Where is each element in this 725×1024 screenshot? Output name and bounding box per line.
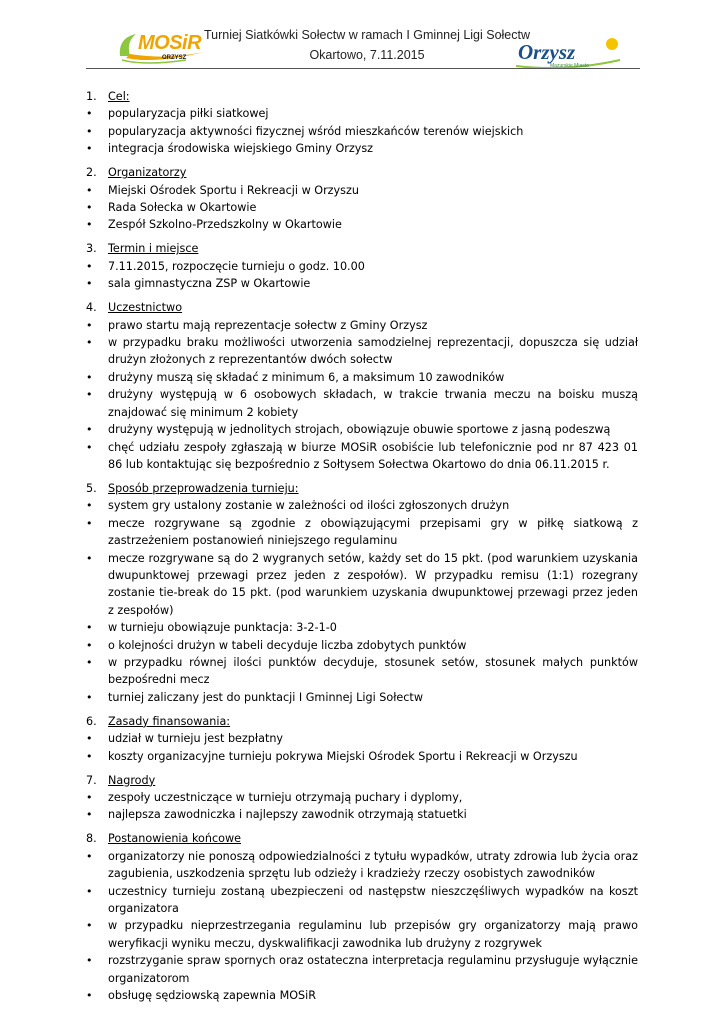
section-heading (86, 88, 638, 105)
bullet-list (86, 497, 638, 706)
list-item: • koszty organizacyjne turnieju pokrywa Miejski Ośrodek Sportu i Rekreacji w Orzyszu (86, 748, 638, 765)
section-heading (86, 480, 638, 497)
list-item: • mecze rozgrywane są zgodnie z obowiązującymi przepisami gry w piłkę siatkową z zastrzeżeniem postanowień niniejszego regulaminu (86, 515, 638, 550)
section-heading (86, 299, 638, 316)
list-item: • w turnieju obowiązuje punktacja: 3-2-1-0 (86, 619, 638, 636)
list-item: • drużyny muszą się składać z minimum 6, a maksimum 10 zawodników (86, 369, 638, 386)
list-item: • 7.11.2015, rozpoczęcie turnieju o godz. 10.00 (86, 258, 638, 275)
list-item: • sala gimnastyczna ZSP w Okartowie (86, 275, 638, 292)
section-heading (86, 164, 638, 181)
list-item: • obsługę sędziowską zapewnia MOSiR (86, 987, 638, 1004)
list-item: • o kolejności drużyn w tabeli decyduje liczba zdobytych punktów (86, 637, 638, 654)
document-body (86, 88, 638, 1011)
page-header (0, 0, 725, 72)
section-5 (86, 480, 638, 706)
list-item: • w przypadku nieprzestrzegania regulaminu lub przepisów gry organizatorzy mają prawo weryfikacji wyniku meczu, dyskwalifikacji zawodnika lub drużyny z rozgrywek (86, 917, 638, 952)
section-number: 5. (86, 481, 97, 495)
section-title: Sposób przeprowadzenia turnieju: (108, 481, 299, 495)
bullet-list (86, 730, 638, 765)
list-item: • drużyny występują w jednolitych strojach, obowiązuje obuwie sportowe z jasną podeszwą (86, 421, 638, 438)
orzysz-logo (516, 36, 622, 70)
section-2 (86, 164, 638, 234)
bullet-list (86, 848, 638, 1005)
section-7 (86, 772, 638, 824)
section-number: 1. (86, 90, 97, 103)
orzysz-logo-tagline: Mazurskie Miasto (550, 63, 589, 69)
section-1 (86, 88, 638, 158)
list-item: • drużyny występują w 6 osobowych składach, w trakcie trwania meczu na boisku muszą znajdować się minimum 2 kobiety (86, 386, 638, 421)
header-divider (86, 68, 640, 69)
list-item: • udział w turnieju jest bezpłatny (86, 730, 638, 747)
section-heading (86, 772, 638, 789)
document-date-place: Okartowo, 7.11.2015 (309, 48, 425, 62)
list-item: • system gry ustalony zostanie w zależności od ilości zgłoszonych drużyn (86, 497, 638, 514)
section-4 (86, 299, 638, 473)
section-number: 6. (86, 714, 97, 728)
section-8 (86, 830, 638, 1004)
mosir-logo-subtext: ORZYSZ (162, 55, 187, 61)
section-title: Zasady finansowania: (108, 714, 231, 728)
section-number: 3. (86, 242, 97, 256)
list-item: • uczestnicy turnieju zostaną ubezpieczeni od następstw nieszczęśliwych wypadków na koszt organizatora (86, 883, 638, 918)
orzysz-logo-text: Orzysz (518, 40, 576, 64)
section-title: Uczestnictwo (108, 301, 183, 315)
list-item: • mecze rozgrywane są do 2 wygranych setów, każdy set do 15 pkt. (pod warunkiem uzyskania dwupunktowej przewagi przez jeden z zespołów). W przypadku remisu (1:1) rozegrany zostanie tie-break do 15 pkt. (pod warunkiem uzyskania dwupunktowej przewagi przez jeden z zespołów) (86, 550, 638, 620)
list-item: • w przypadku braku możliwości utworzenia samodzielnej reprezentacji, dopuszcza się udział drużyn złożonych z reprezentantów dwóch sołectw (86, 334, 638, 369)
section-heading (86, 713, 638, 730)
list-item: • prawo startu mają reprezentacje sołectw z Gminy Orzysz (86, 317, 638, 334)
section-6 (86, 713, 638, 765)
section-number: 2. (86, 166, 97, 180)
section-title: Termin i miejsce (108, 242, 199, 256)
document-title: Turniej Siatkówki Sołectw w ramach I Gminnej Ligi Sołectw (203, 28, 531, 42)
section-heading (86, 830, 638, 847)
list-item: • chęć udziału zespoły zgłaszają w biurze MOSiR osobiście lub telefonicznie pod nr 87 423 01 86 lub kontaktując się bezpośrednio z Sołtysem Sołectwa Okartowo do dnia 06.11.2015 r. (86, 439, 638, 474)
list-item: • zespoły uczestniczące w turnieju otrzymają puchary i dyplomy, (86, 789, 638, 806)
section-number: 4. (86, 301, 97, 315)
section-number: 7. (86, 773, 97, 787)
list-item: • rozstrzyganie spraw spornych oraz ostateczna interpretacja regulaminu przysługuje wyłącznie organizatorom (86, 952, 638, 987)
bullet-list (86, 317, 638, 474)
list-item: • integracja środowiska wiejskiego Gminy Orzysz (86, 140, 638, 157)
list-item: • w przypadku równej ilości punktów decyduje, stosunek setów, stosunek małych punktów bezpośredni mecz (86, 654, 638, 689)
list-item: • popularyzacja piłki siatkowej (86, 105, 638, 122)
section-number: 8. (86, 832, 97, 846)
section-title: Cel: (108, 90, 130, 103)
bullet-list (86, 789, 638, 824)
list-item: • Rada Sołecka w Okartowie (86, 199, 638, 216)
list-item: • Miejski Ośrodek Sportu i Rekreacji w Orzyszu (86, 182, 638, 199)
list-item: • Zespół Szkolno-Przedszkolny w Okartowie (86, 216, 638, 233)
section-title: Organizatorzy (108, 166, 187, 180)
section-title: Nagrody (108, 773, 156, 787)
list-item: • organizatorzy nie ponoszą odpowiedzialności z tytułu wypadków, utraty zdrowia lub życia oraz zagubienia, uszkodzenia sprzętu lub odzieży i kradzieży rzeczy osobistych zawodników (86, 848, 638, 883)
mosir-logo-text: MOSiR (138, 32, 202, 54)
section-3 (86, 240, 638, 292)
section-title: Postanowienia końcowe (108, 832, 241, 846)
list-item: • popularyzacja aktywności fizycznej wśród mieszkańców terenów wiejskich (86, 123, 638, 140)
bullet-list (86, 105, 638, 157)
list-item: • turniej zaliczany jest do punktacji I Gminnej Ligi Sołectw (86, 689, 638, 706)
list-item: • najlepsza zawodniczka i najlepszy zawodnik otrzymają statuetki (86, 806, 638, 823)
section-heading (86, 240, 638, 257)
bullet-list (86, 182, 638, 234)
bullet-list (86, 258, 638, 293)
